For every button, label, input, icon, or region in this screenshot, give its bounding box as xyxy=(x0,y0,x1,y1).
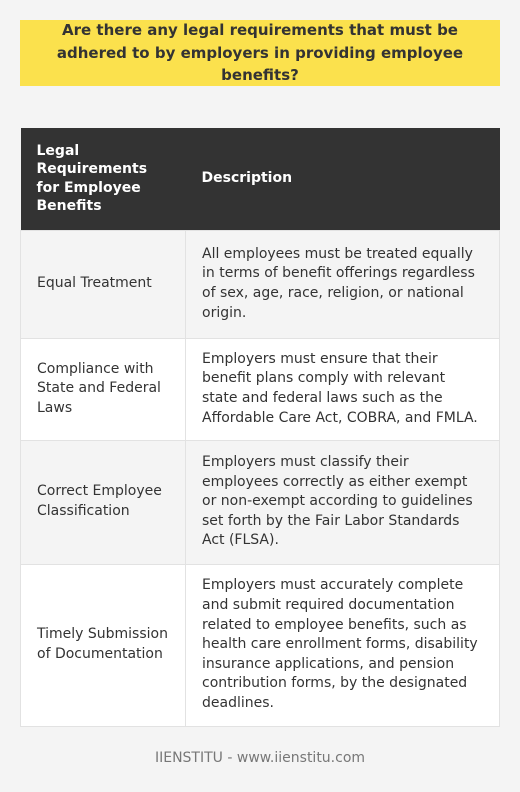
description-cell: Employers must accurately complete and submit required documentation related to employee benefits, such as health care enrollment forms, disability insurance applications, and pension contribution forms, by the designated deadlines. xyxy=(186,564,500,726)
table-row xyxy=(21,564,500,726)
header-requirement: Legal Requirements for Employee Benefits xyxy=(21,128,186,230)
table-header-row xyxy=(21,128,500,230)
title-banner xyxy=(20,20,500,86)
description-cell: Employers must ensure that their benefit plans comply with relevant state and federal laws such as the Affordable Care Act, COBRA, and FMLA. xyxy=(186,338,500,440)
table-row xyxy=(21,338,500,440)
description-cell: All employees must be treated equally in terms of benefit offerings regardless of sex, age, race, religion, or national origin. xyxy=(186,230,500,338)
page-title: Are there any legal requirements that must be adhered to by employers in providing employee benefits? xyxy=(56,20,464,85)
requirement-cell: Correct Employee Classification xyxy=(21,440,186,564)
description-cell: Employers must classify their employees correctly as either exempt or non-exempt according to guidelines set forth by the Fair Labor Standards Act (FLSA). xyxy=(186,440,500,564)
table-row xyxy=(21,230,500,338)
table-row xyxy=(21,440,500,564)
requirement-cell: Timely Submission of Documentation xyxy=(21,564,186,726)
header-description: Description xyxy=(186,128,500,230)
footer-credit: IIENSTITU - www.iienstitu.com xyxy=(154,750,366,766)
requirement-cell: Compliance with State and Federal Laws xyxy=(21,338,186,440)
legal-requirements-table xyxy=(20,128,500,727)
requirement-cell: Equal Treatment xyxy=(21,230,186,338)
